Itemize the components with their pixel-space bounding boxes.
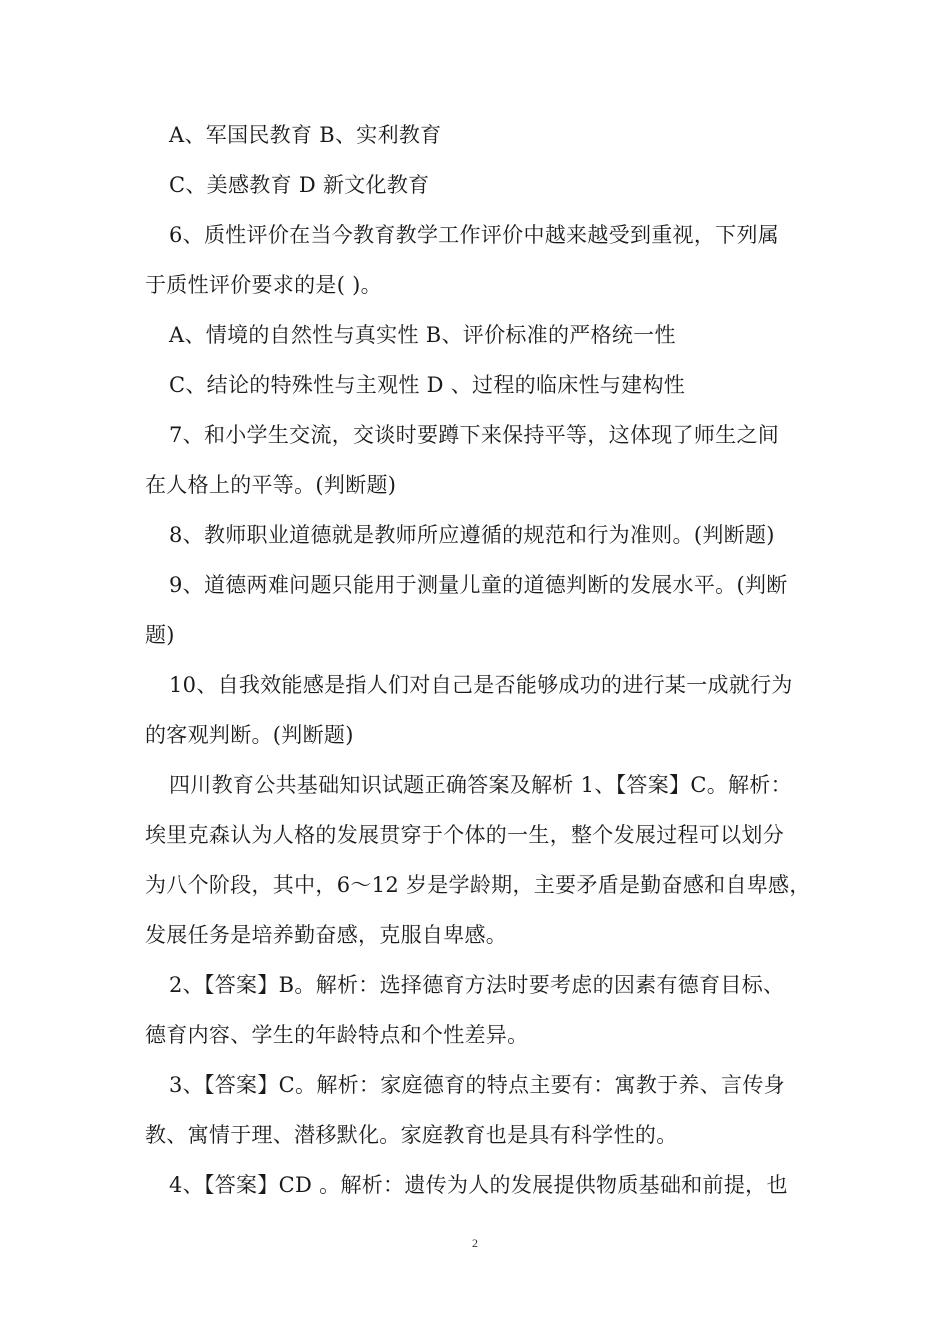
option-line: A、情境的自然性与真实性 B、评价标准的严格统一性 (169, 323, 676, 347)
answer-2-line: 2、【答案】B。解析：选择德育方法时要考虑的因素有德育目标、 (169, 973, 785, 997)
question-9-line: 9、道德两难问题只能用于测量儿童的道德判断的发展水平。(判断 (169, 573, 788, 597)
question-10-line: 10、自我效能感是指人们对自己是否能够成功的进行某一成就行为 (169, 673, 793, 697)
question-10-continuation: 的客观判断。(判断题) (145, 723, 354, 747)
option-line: A、军国民教育 B、实利教育 (169, 123, 442, 147)
option-line: C、美感教育 D 新文化教育 (169, 173, 430, 197)
document-body (145, 110, 811, 1210)
answer-2-continuation: 德育内容、学生的年龄特点和个性差异。 (145, 1023, 529, 1047)
question-7-line: 7、和小学生交流，交谈时要蹲下来保持平等，这体现了师生之间 (169, 423, 780, 447)
question-6-line: 6、质性评价在当今教育教学工作评价中越来越受到重视，下列属 (169, 223, 780, 247)
answer-3-line: 3、【答案】C。解析：家庭德育的特点主要有：寓教于养、言传身 (169, 1073, 785, 1097)
answer-heading-line: 四川教育公共基础知识试题正确答案及解析 1、【答案】C。解析： (169, 773, 792, 797)
question-7-continuation: 在人格上的平等。(判断题) (145, 473, 397, 497)
page-number: 2 (472, 1236, 478, 1250)
answer-1-continuation: 发展任务是培养勤奋感，克服自卑感。 (145, 923, 508, 947)
question-9-continuation: 题) (145, 623, 175, 647)
answer-3-continuation: 教、寓情于理、潜移默化。家庭教育也是具有科学性的。 (145, 1123, 678, 1147)
answer-1-continuation: 埃里克森认为人格的发展贯穿于个体的一生，整个发展过程可以划分 (145, 823, 784, 847)
answer-1-continuation: 为八个阶段，其中，6～12 岁是学龄期，主要矛盾是勤奋感和自卑感， (145, 873, 811, 897)
question-6-continuation: 于质性评价要求的是( )。 (145, 273, 382, 297)
question-8-line: 8、教师职业道德就是教师所应遵循的规范和行为准则。(判断题) (169, 523, 775, 547)
answer-4-line: 4、【答案】CD 。解析：遗传为人的发展提供物质基础和前提，也 (169, 1173, 788, 1197)
option-line: C、结论的特殊性与主观性 D 、过程的临床性与建构性 (169, 373, 686, 397)
